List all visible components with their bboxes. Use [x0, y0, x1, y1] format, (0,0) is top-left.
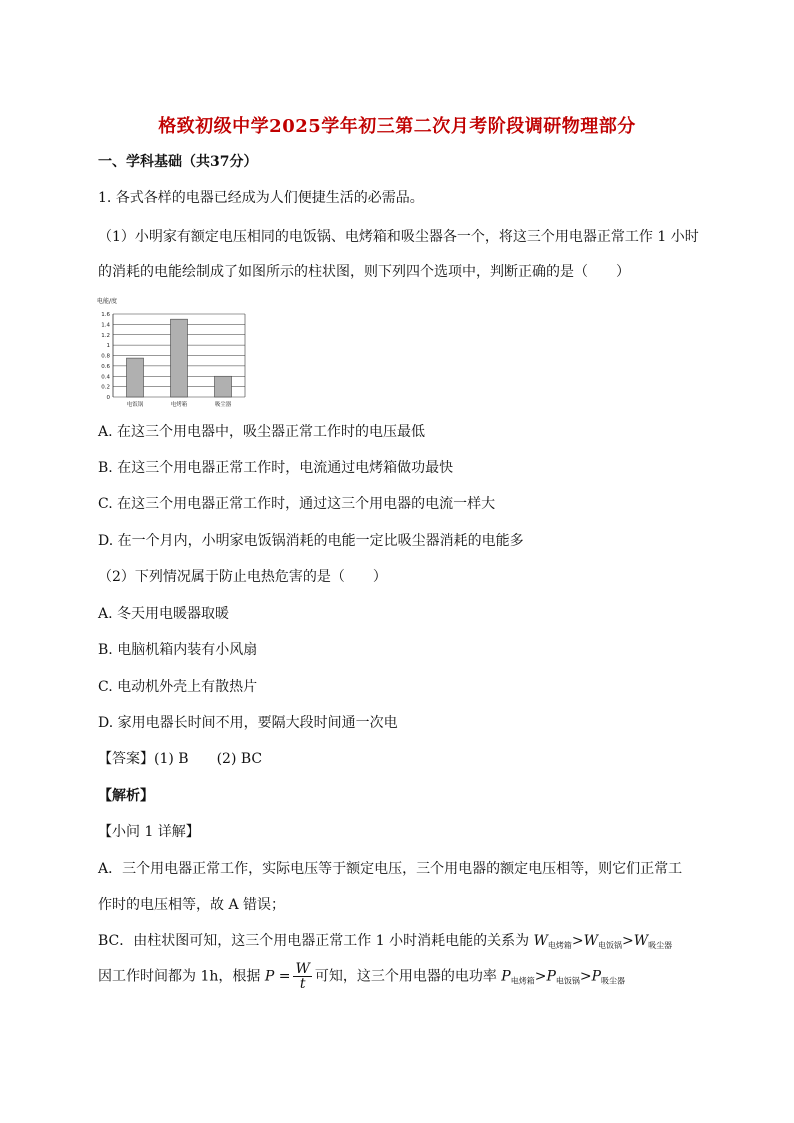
y-tick-label: 0 [106, 395, 110, 401]
option-1a: A. 在这三个用电器中，吸尘器正常工作时的电压最低 [98, 424, 426, 440]
gt-4: > [579, 968, 592, 985]
y-tick-label: 0.4 [101, 374, 110, 381]
w-symbol-1: W [533, 933, 548, 949]
w-sub-cooker: 电饭锅 [598, 941, 623, 950]
w-sub-oven: 电烤箱 [547, 941, 572, 950]
explain-bc-prefix: BC．由柱状图可知，这三个用电器正常工作 1 小时消耗电能的关系为 [98, 933, 534, 949]
option-1d: D. 在一个月内，小明家电饭锅消耗的电能一定比吸尘器消耗的电能多 [98, 533, 524, 549]
p-symbol-1: P [501, 968, 511, 985]
option-2d: D. 家用电器长时间不用，要隔大段时间通一次电 [98, 715, 398, 731]
y-tick-label: 1.2 [101, 332, 110, 339]
explain-power-line [98, 962, 708, 996]
question-stem: 1. 各式各样的电器已经成为人们便捷生活的必需品。 [98, 190, 424, 206]
x-tick-label: 电饭锅 [126, 402, 144, 408]
y-axis-label: 电能/度 [97, 298, 118, 305]
bar [127, 358, 144, 397]
answer-line: 【答案】(1) B (2) BC [98, 751, 263, 767]
y-tick-label: 0.8 [101, 353, 110, 360]
explain-a-line-2: 作时的电压相等，故 A 错误； [98, 897, 286, 913]
explain-time-prefix: 因工作时间都为 1h，根据 [98, 968, 265, 985]
gt-1: > [571, 933, 584, 949]
p-sub-cooker: 电饭锅 [555, 976, 580, 986]
page-title: 格致初级中学2025学年初三第二次月考阶段调研物理部分 [158, 116, 636, 137]
explain-a-line-1: A．三个用电器正常工作，实际电压等于额定电压，三个用电器的额定电压相等，则它们正常工 [98, 861, 683, 877]
y-tick-label: 1.4 [101, 322, 110, 329]
option-1c: C. 在这三个用电器正常工作时，通过这三个用电器的电流一样大 [98, 496, 496, 512]
y-tick-label: 0.2 [101, 384, 110, 391]
formula-lhs: P = [264, 968, 291, 985]
option-1b: B. 在这三个用电器正常工作时，电流通过电烤箱做功最快 [98, 460, 454, 476]
w-sub-vacuum: 吸尘器 [648, 941, 673, 950]
gt-3: > [534, 968, 547, 985]
bar-chart [95, 296, 255, 416]
option-2c: C. 电动机外壳上有散热片 [98, 679, 258, 695]
detail-label: 【小问 1 详解】 [98, 824, 200, 840]
gt-2: > [622, 933, 634, 949]
x-tick-label: 吸尘器 [214, 402, 232, 408]
w-symbol-2: W [583, 933, 599, 949]
formula-fraction [293, 962, 311, 991]
p-sub-vacuum: 吸尘器 [601, 976, 626, 986]
p-symbol-2: P [546, 968, 556, 985]
bar [171, 319, 188, 397]
y-tick-label: 1.6 [101, 312, 110, 318]
w-symbol-3: W [633, 933, 649, 949]
section-heading: 一、学科基础（共37分） [98, 154, 258, 170]
option-2a: A. 冬天用电暖器取暖 [98, 606, 230, 622]
bar [215, 376, 232, 397]
explain-power-mid: 可知，这三个用电器的电功率 [314, 968, 502, 985]
subquestion-2: （2）下列情况属于防止电热危害的是（ ） [98, 569, 387, 585]
subquestion-1-line-1: （1）小明家有额定电压相同的电饭锅、电烤箱和吸尘器各一个，将这三个用电器正常工作 1 小时 [98, 229, 699, 245]
y-tick-label: 0.6 [101, 363, 110, 370]
explain-bc-line [98, 931, 708, 956]
p-symbol-3: P [591, 968, 602, 985]
y-tick-label: 1 [106, 343, 110, 350]
p-sub-oven: 电烤箱 [510, 976, 535, 986]
analysis-label: 【解析】 [98, 788, 154, 804]
fraction-denominator: t [299, 976, 306, 992]
option-2b: B. 电脑机箱内装有小风扇 [98, 642, 258, 658]
subquestion-1-line-2: 的消耗的电能绘制成了如图所示的柱状图，则下列四个选项中，判断正确的是（ ） [98, 264, 630, 280]
fraction-numerator: W [295, 961, 310, 977]
x-tick-label: 电烤箱 [170, 402, 188, 408]
